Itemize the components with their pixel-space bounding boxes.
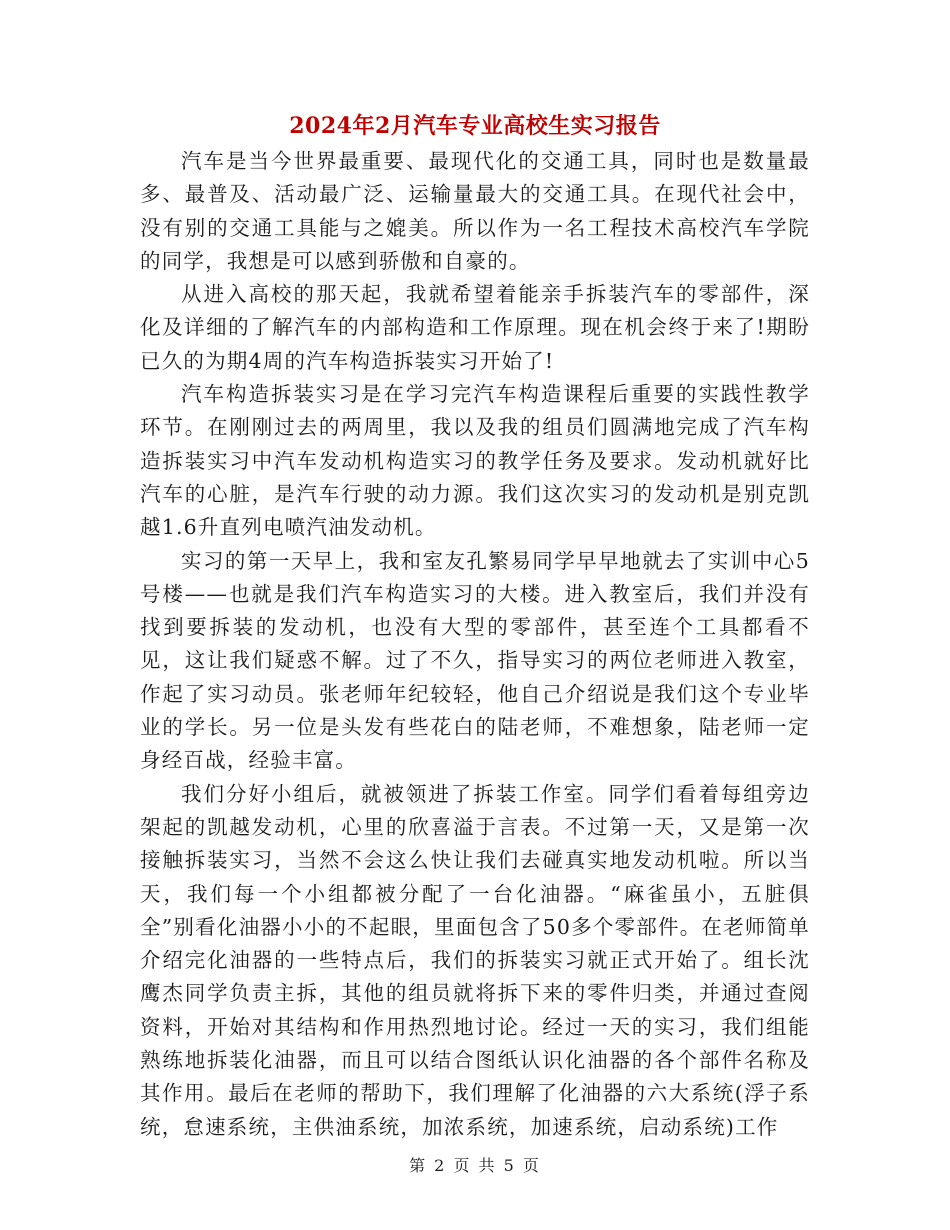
paragraph-5: 我们分好小组后，就被领进了拆装工作室。同学们看着每组旁边架起的凯越发动机，心里的欣喜溢于言表。不过第一天，又是第一次接触拆装实习，当然不会这么快让我们去碰真实地发动机啦。所以当天，我们每一个小组都被分配了一台化油器。“麻雀虽小，五脏俱全”别看化油器小小的不起眼，里面包含了50多个零部件。在老师简单介绍完化油器的一些特点后，我们的拆装实习就正式开始了。组长沈鹰杰同学负责主拆，其他的组员就将拆下来的零件归类，并通过查阅资料，开始对其结构和作用热烈地讨论。经过一天的实习，我们组能熟练地拆装化油器，而且可以结合图纸认识化油器的各个部件名称及其作用。最后在老师的帮助下，我们理解了化油器的六大系统(浮子系统，怠速系统，主供油系统，加浓系统，加速系统，启动系统)工作 <box>140 781 810 1139</box>
paragraph-3: 汽车构造拆装实习是在学习完汽车构造课程后重要的实践性教学环节。在刚刚过去的两周里，我以及我的组员们圆满地完成了汽车构造拆装实习中汽车发动机构造实习的教学任务及要求。发动机就好比汽车的心脏，是汽车行驶的动力源。我们这次实习的发动机是别克凯越1.6升直列电喷汽油发动机。 <box>140 382 810 540</box>
page-number-footer: 第 2 页 共 5 页 <box>409 1156 541 1175</box>
document-body <box>140 145 810 1144</box>
paragraph-4: 实习的第一天早上，我和室友孔繁易同学早早地就去了实训中心5号楼——也就是我们汽车构造实习的大楼。进入教室后，我们并没有找到要拆装的发动机，也没有大型的零部件，甚至连个工具都看不见，这让我们疑惑不解。过了不久，指导实习的两位老师进入教室，作起了实习动员。张老师年纪较轻，他自己介绍说是我们这个专业毕业的学长。另一位是头发有些花白的陆老师，不难想象，陆老师一定身经百战，经验丰富。 <box>140 548 810 773</box>
paragraph-2: 从进入高校的那天起，我就希望着能亲手拆装汽车的零部件，深化及详细的了解汽车的内部构造和工作原理。现在机会终于来了!期盼已久的为期4周的汽车构造拆装实习开始了! <box>140 282 810 373</box>
document-title: 2024年2月汽车专业高校生实习报告 <box>289 113 661 139</box>
paragraph-1: 汽车是当今世界最重要、最现代化的交通工具，同时也是数量最多、最普及、活动最广泛、运输量最大的交通工具。在现代社会中，没有别的交通工具能与之媲美。所以作为一名工程技术高校汽车学院的同学，我想是可以感到骄傲和自豪的。 <box>140 149 810 273</box>
